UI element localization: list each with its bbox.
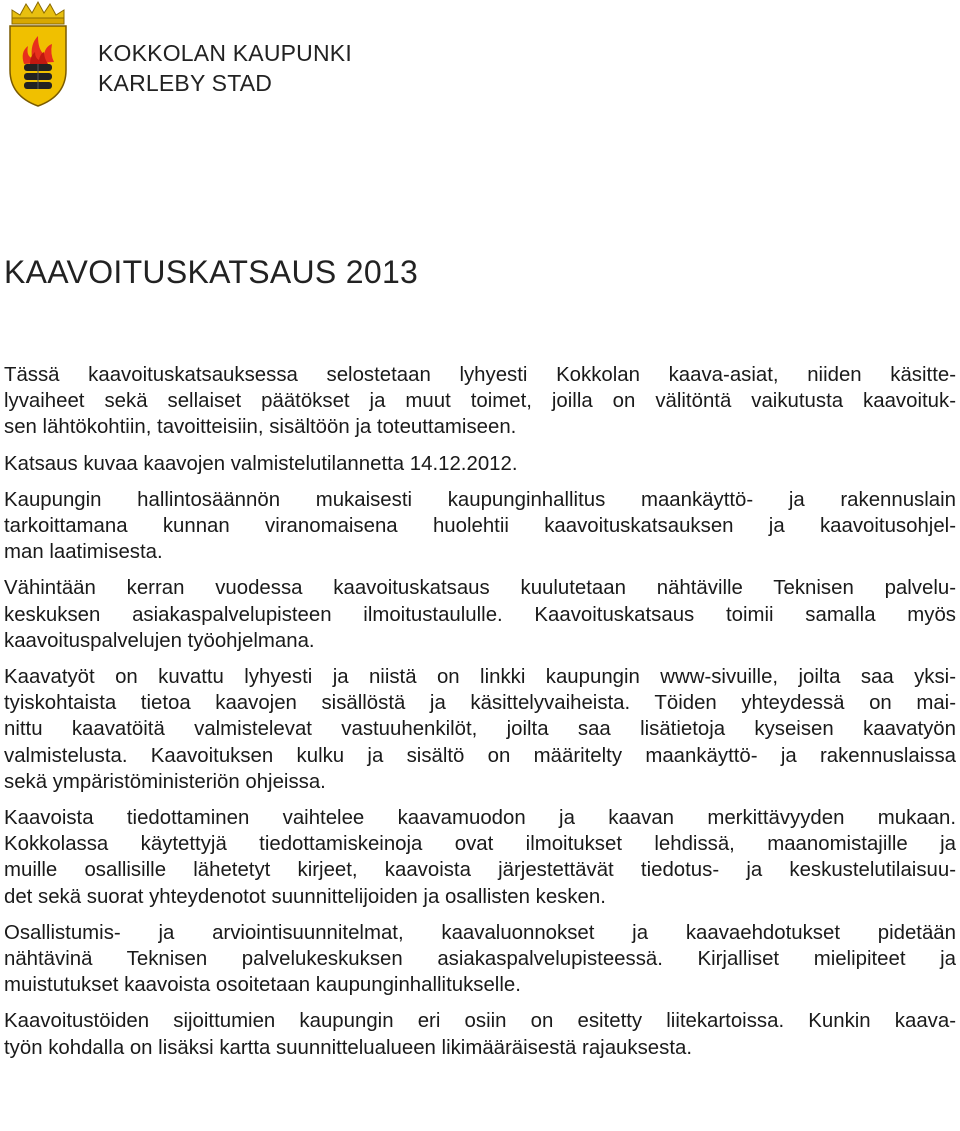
- paragraph: [4, 805, 956, 910]
- text-line: sen lähtökohtiin, tavoitteisiin, sisältöön ja toteuttamiseen.: [4, 416, 517, 439]
- text-line: tyiskohtaista tietoa kaavojen sisällöstä ja käsittelyvaiheista. Töiden yhteydessä on mai-: [4, 692, 956, 715]
- text-line: man laatimisesta.: [4, 541, 163, 564]
- paragraph: [4, 1008, 956, 1060]
- paragraph: [4, 451, 956, 477]
- text-line: Tässä kaavoituskatsauksessa selostetaan lyhyesti Kokkolan kaava-asiat, niiden käsitte-: [4, 364, 956, 386]
- text-line: Osallistumis- ja arviointisuunnitelmat, kaavaluonnokset ja kaavaehdotukset pidetään: [4, 921, 956, 944]
- text-line: det sekä suorat yhteydenotot suunnittelijoiden ja osallisten kesken.: [4, 885, 606, 908]
- document-body: [4, 362, 956, 1071]
- text-line: kaavoituspalvelujen työohjelmana.: [4, 629, 315, 652]
- org-name-swedish: KARLEBY STAD: [98, 70, 273, 96]
- text-line: valmistelusta. Kaavoituksen kulku ja sisältö on määritelty maankäyttö- ja rakennuslaissa: [4, 744, 956, 767]
- text-line: Vähintään kerran vuodessa kaavoituskatsaus kuulutetaan nähtäville Teknisen palvelu-: [4, 577, 956, 600]
- text-line: työn kohdalla on lisäksi kartta suunnittelualueen likimääräisestä rajauksesta.: [4, 1036, 692, 1059]
- document-title: KAAVOITUSKATSAUS 2013: [4, 254, 419, 290]
- paragraph: [4, 920, 956, 999]
- paragraph: [4, 575, 956, 654]
- text-line: nähtävinä Teknisen palvelukeskuksen asiakaspalvelupisteessä. Kirjalliset mielipiteet ja: [4, 948, 956, 971]
- text-line: tarkoittamana kunnan viranomaisena huolehtii kaavoituskatsauksen ja kaavoitusohjel-: [4, 515, 956, 538]
- org-name-finnish: KOKKOLAN KAUPUNKI: [98, 40, 352, 66]
- text-line: Kaupungin hallintosäännön mukaisesti kaupunginhallitus maankäyttö- ja rakennuslain: [4, 488, 956, 511]
- organization-name: [98, 38, 352, 98]
- text-line: lyvaiheet sekä sellaiset päätökset ja muut toimet, joilla on välitöntä vaikutusta kaavoituk-: [4, 390, 956, 413]
- paragraph: [4, 362, 956, 441]
- text-line: Kaavoitustöiden sijoittumien kaupungin eri osiin on esitetty liitekartoissa. Kunkin kaava-: [4, 1010, 956, 1033]
- text-line: nittu kaavatöitä valmistelevat vastuuhenkilöt, joilta saa lisätietoja kyseisen kaavatyön: [4, 718, 956, 741]
- text-line: muille osallisille lähetetyt kirjeet, kaavoista järjestettävät tiedotus- ja keskustelutilaisuu-: [4, 859, 956, 882]
- text-line: Kaavoista tiedottaminen vaihtelee kaavamuodon ja kaavan merkittävyyden mukaan.: [4, 807, 956, 830]
- paragraph: [4, 487, 956, 566]
- text-line: Kokkolassa käytettyjä tiedottamiskeinoja ovat ilmoitukset lehdissä, maanomistajille ja: [4, 833, 956, 856]
- text-line: sekä ympäristöministeriön ohjeissa.: [4, 770, 326, 793]
- coat-of-arms-logo: [2, 0, 74, 108]
- text-line: keskuksen asiakaspalvelupisteen ilmoitustaululle. Kaavoituskatsaus toimii samalla myös: [4, 603, 956, 626]
- text-line: Kaavatyöt on kuvattu lyhyesti ja niistä on linkki kaupungin www-sivuille, joilta saa yksi-: [4, 666, 956, 689]
- paragraph: [4, 664, 956, 795]
- text-line: Katsaus kuvaa kaavojen valmistelutilannetta 14.12.2012.: [4, 452, 518, 475]
- text-line: muistutukset kaavoista osoitetaan kaupunginhallitukselle.: [4, 974, 521, 997]
